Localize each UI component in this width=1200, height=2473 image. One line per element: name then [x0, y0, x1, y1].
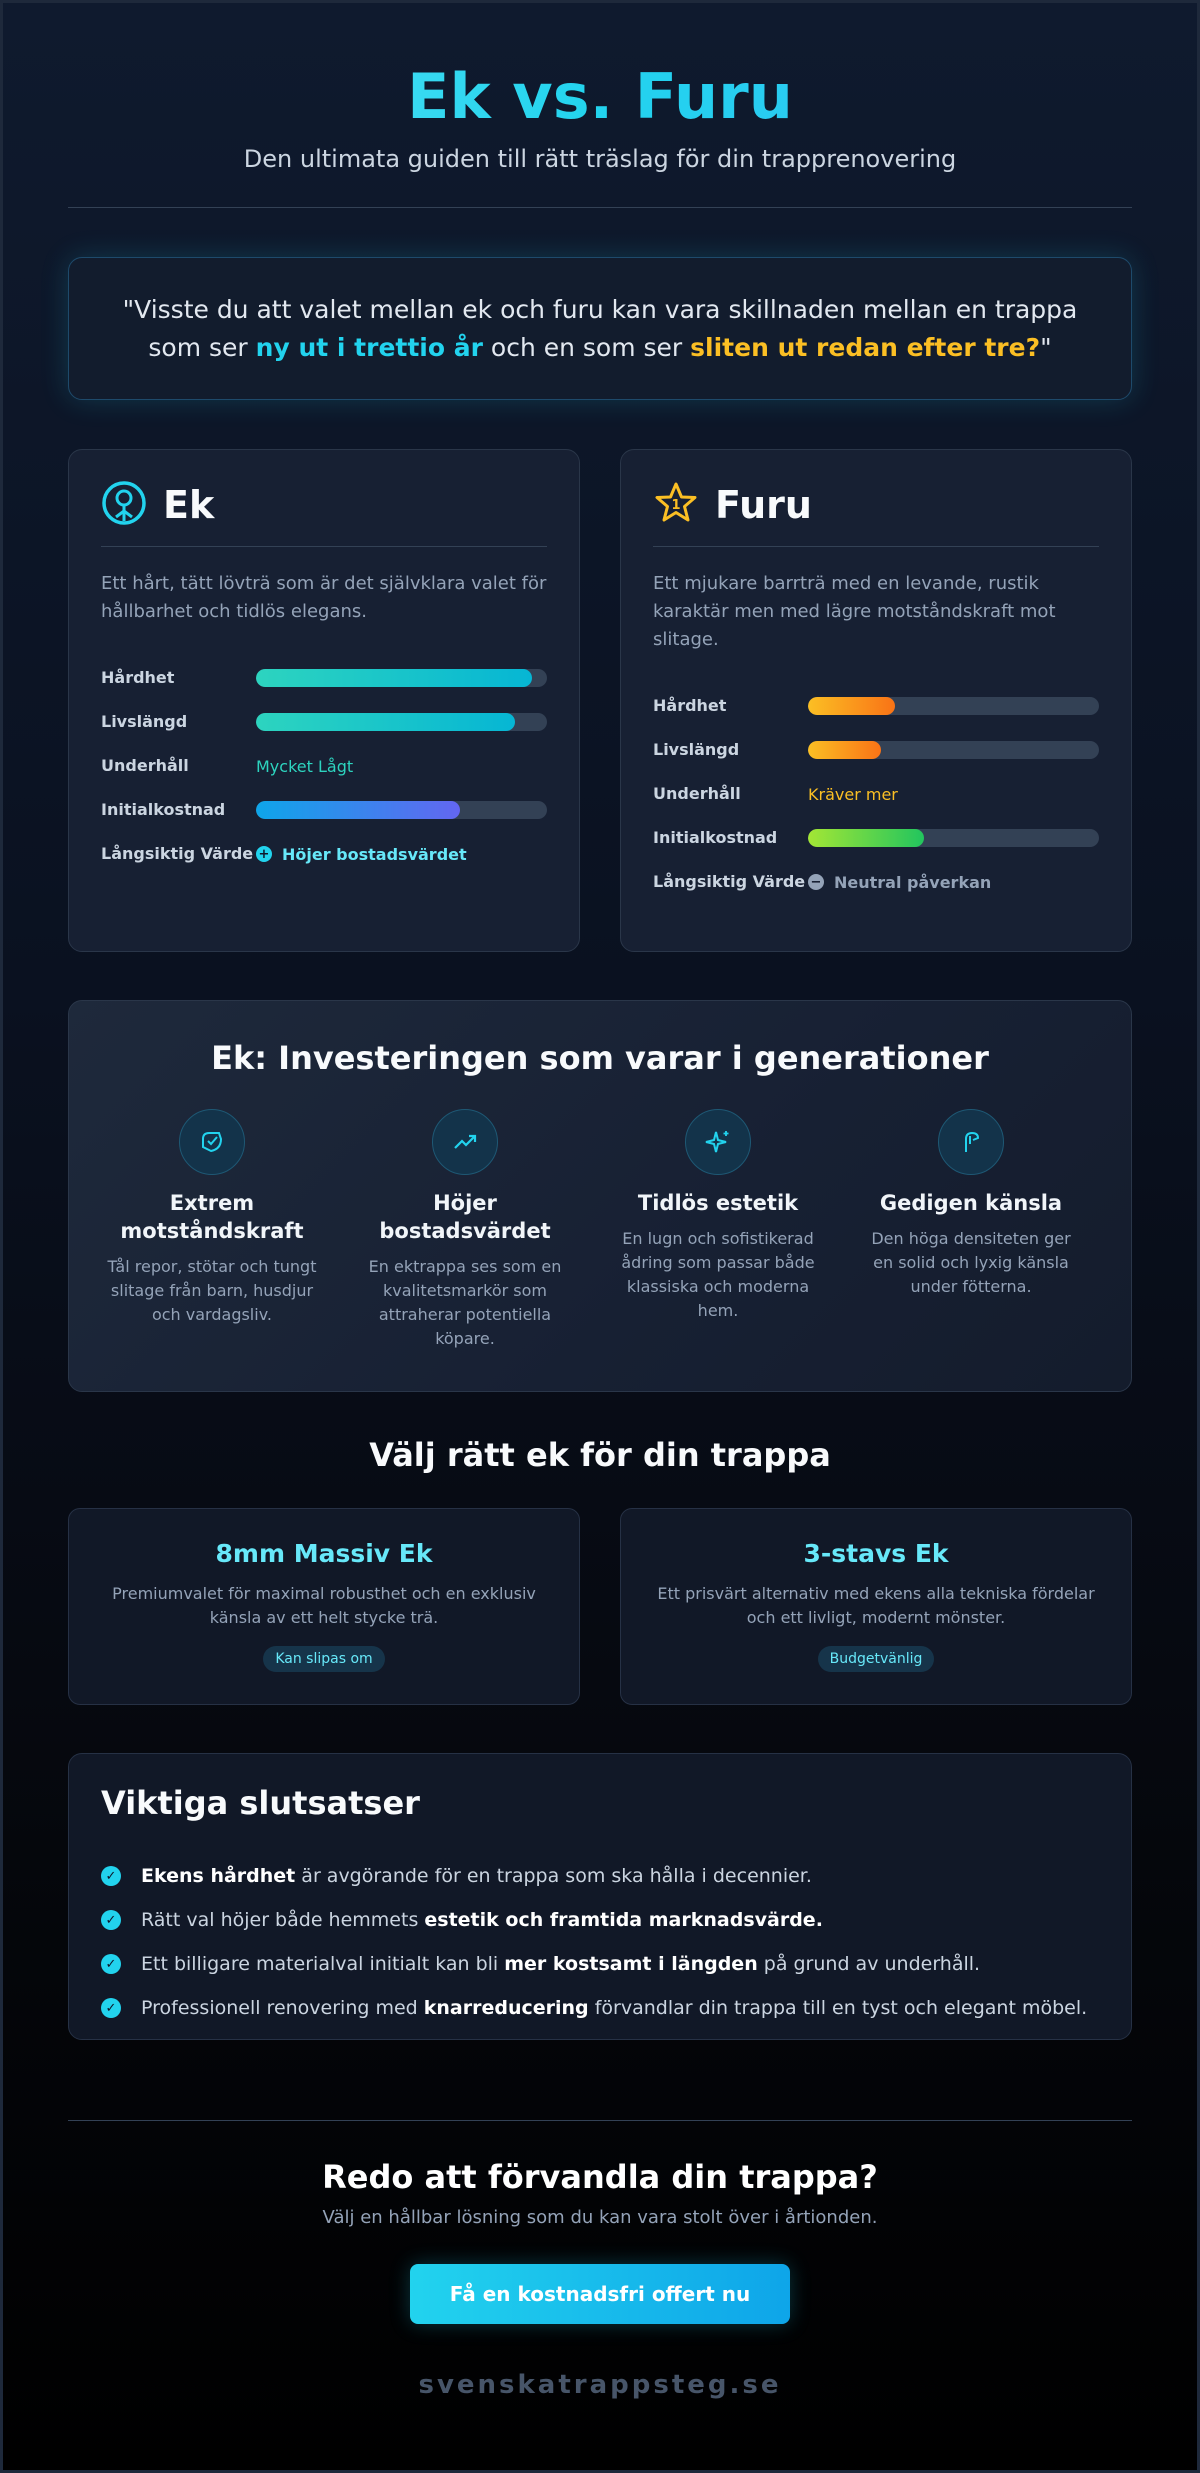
pine-lifespan-bar: [808, 741, 1099, 759]
oak-card-header: [101, 480, 214, 530]
check-icon: ✓: [101, 1866, 121, 1886]
check-icon: ✓: [101, 1998, 121, 2018]
benefit-item: Extrem motståndskraft Tål repor, stötar och tungt slitage från barn, husdjur och vardagsliv.: [102, 1109, 322, 1327]
oak-value-badge: + Höjer bostadsvärdet: [256, 845, 467, 864]
oak-benefits-section: [68, 1000, 1132, 1392]
pine-value-badge: − Neutral påverkan: [808, 873, 991, 892]
benefit-item: Tidlös estetik En lugn och sofistikerad ådring som passar både klassiska och moderna hem.: [608, 1109, 828, 1323]
option-text: Premiumvalet för maximal robusthet och en exklusiv känsla av ett helt stycke trä.: [112, 1584, 536, 1627]
oak-card-divider: [101, 546, 547, 547]
option-tag: Budgetvänlig: [818, 1646, 935, 1672]
list-item: ✓ Ekens hårdhet är avgörande för en trappa som ska hålla i decennier.: [101, 1854, 1099, 1898]
pine-card-title: Furu: [715, 483, 812, 527]
benefits-title: Ek: Investeringen som varar i generationer: [211, 1039, 989, 1077]
header-divider: [68, 207, 1132, 208]
conclusions-section: [68, 1753, 1132, 2040]
svg-text:1: 1: [671, 498, 681, 513]
option-tag: Kan slipas om: [263, 1646, 384, 1672]
option-title: 3-stavs Ek: [803, 1539, 949, 1568]
pine-row-hardness: Hårdhet: [653, 694, 1099, 718]
benefit-item: Gedigen känsla Den höga densiteten ger en solid och lyxig känsla under fötterna.: [861, 1109, 1081, 1299]
pine-row-lifespan: Livslängd: [653, 738, 1099, 762]
cta-divider: [68, 2120, 1132, 2121]
quote-box: [68, 257, 1132, 400]
pine-card: [620, 449, 1132, 952]
get-quote-button[interactable]: Få en kostnadsfri offert nu: [410, 2264, 790, 2324]
pine-card-header: [653, 480, 812, 530]
quote-highlight-new: ny ut i trettio år: [255, 332, 483, 362]
option-title: 8mm Massiv Ek: [215, 1539, 433, 1568]
list-item: ✓ Professionell renovering med knarreducering förvandlar din trappa till en tyst och elegant möbel.: [101, 1986, 1099, 2030]
oak-card-title: Ek: [163, 483, 215, 527]
oak-maintenance-value: Mycket Lågt: [256, 756, 354, 776]
footer-site-name: svenskatrappsteg.se: [418, 2370, 782, 2400]
option-card-solid-oak: [68, 1508, 580, 1705]
oak-row-cost: Initialkostnad: [101, 798, 547, 822]
tree-icon: [101, 480, 147, 530]
oak-description: Ett hårt, tätt lövträ som är det självklara valet för hållbarhet och tidlös elegans.: [101, 573, 547, 622]
oak-card: [68, 449, 580, 952]
page-title: Ek vs. Furu: [0, 60, 1200, 133]
quote-highlight-worn: sliten ut redan efter tre?: [690, 332, 1041, 362]
sparkles-icon: [685, 1109, 751, 1175]
benefit-item: Höjer bostadsvärdet En ektrappa ses som en kvalitetsmarkör som attraherar potentiella köpare.: [355, 1109, 575, 1351]
star-icon: [653, 480, 699, 530]
conclusions-list: [101, 1854, 1099, 2030]
pine-row-maintenance: Underhåll Kräver mer: [653, 784, 898, 804]
shield-check-icon: [179, 1109, 245, 1175]
cta-title: Redo att förvandla din trappa?: [322, 2158, 878, 2196]
page-subtitle: Den ultimata guiden till rätt träslag för din trapprenovering: [243, 145, 957, 173]
pine-cost-bar: [808, 829, 1099, 847]
pine-hardness-bar: [808, 697, 1099, 715]
oak-row-hardness: Hårdhet: [101, 666, 547, 690]
trending-up-icon: [432, 1109, 498, 1175]
list-item: ✓ Rätt val höjer både hemmets estetik och framtida marknadsvärde.: [101, 1898, 1099, 1942]
plus-icon: +: [256, 846, 272, 862]
check-icon: ✓: [101, 1954, 121, 1974]
oak-lifespan-bar: [256, 713, 547, 731]
conclusions-title: Viktiga slutsatser: [101, 1784, 420, 1822]
pine-row-cost: Initialkostnad: [653, 826, 1099, 850]
oak-row-value: Långsiktig Värde + Höjer bostadsvärdet: [101, 844, 467, 864]
list-item: ✓ Ett billigare materialval initialt kan bli mer kostsamt i längden på grund av underhåll.: [101, 1942, 1099, 1986]
oak-cost-bar: [256, 801, 547, 819]
option-text: Ett prisvärt alternativ med ekens alla tekniska fördelar och ett livligt, modernt mönster.: [657, 1584, 1095, 1627]
choose-title: Välj rätt ek för din trappa: [369, 1436, 831, 1474]
oak-row-lifespan: Livslängd: [101, 710, 547, 734]
oak-hardness-bar: [256, 669, 547, 687]
minus-icon: −: [808, 874, 824, 890]
pine-card-divider: [653, 546, 1099, 547]
quote-text: "Visste du att valet mellan ek och furu kan vara skillnaden mellan en trappa som ser ny ut i trettio år och en som ser sliten ut redan efter tre?": [122, 294, 1078, 362]
option-card-3-strip-oak: [620, 1508, 1132, 1705]
pine-maintenance-value: Kräver mer: [808, 784, 898, 804]
hand-icon: [938, 1109, 1004, 1175]
check-icon: ✓: [101, 1910, 121, 1930]
cta-subtitle: Välj en hållbar lösning som du kan vara stolt över i årtionden.: [322, 2207, 878, 2228]
pine-description: Ett mjukare barrträ med en levande, rustik karaktär men med lägre motståndskraft mot slitage.: [653, 573, 1056, 650]
oak-row-maintenance: Underhåll Mycket Lågt: [101, 756, 354, 776]
pine-row-value: Långsiktig Värde − Neutral påverkan: [653, 872, 992, 892]
